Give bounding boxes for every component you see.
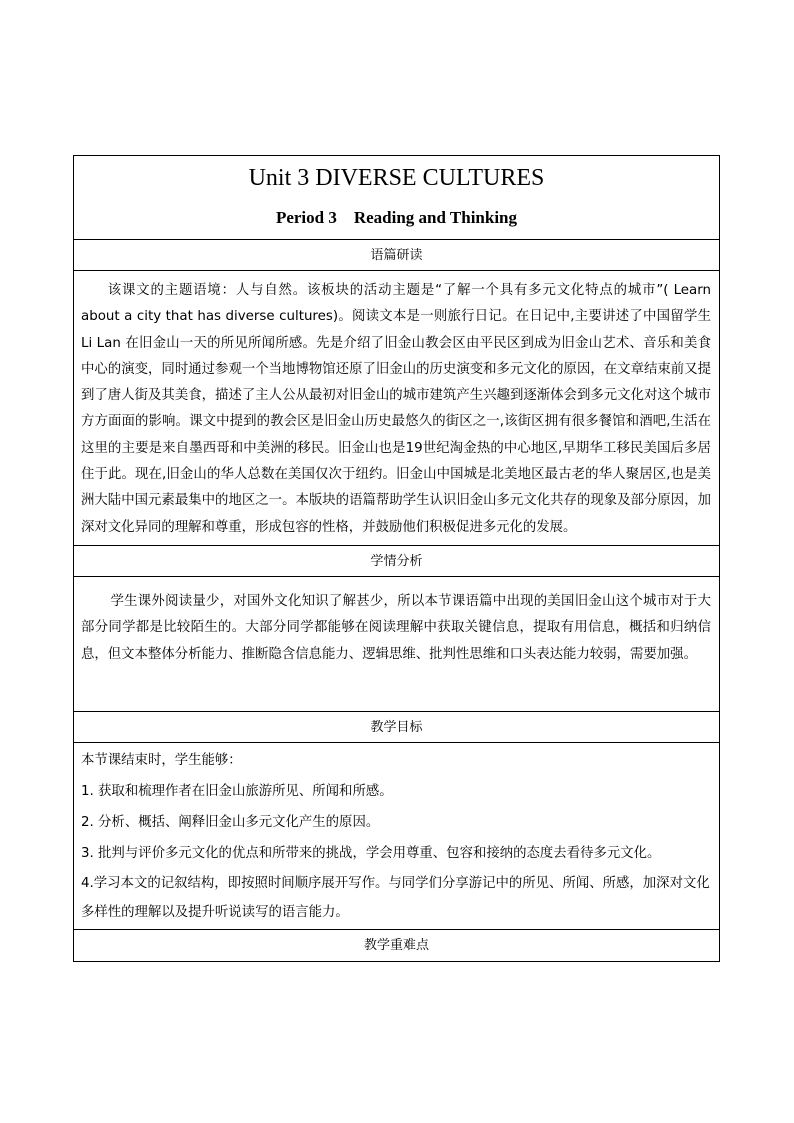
learner-analysis-body [74, 577, 719, 712]
lesson-plan-table [73, 155, 720, 962]
section-heading-learner-analysis: 学情分析 [74, 546, 719, 577]
objective-item-1: 1. 获取和梳理作者在旧金山旅游所见、所闻和所感。 [81, 783, 393, 799]
text-study-paragraph: 该课文的主题语境：人与自然。该板块的活动主题是“了解一个具有多元文化特点的城市”( Learn about a city that has diverse cultures)。阅读文本是一则旅行日记。在日记中,主要讲述了中国留学生 Li Lan 在旧金山一天的所见所闻所感。先是介绍了旧金山教会区由平民区到成为旧金山艺术、音乐和美食中心的演变，同时通过参观一个当地博物馆还原了旧金山的历史演变和多元文化的原因，在文章结束前又提到了唐人街及其美食，描述了主人公从最初对旧金山的城市建筑产生兴趣到逐渐体会到多元文化对这个城市方方面面的影响。课文中提到的教会区是旧金山历史最悠久的街区之一,该街区拥有很多餐馆和酒吧,生活在这里的主要是来自墨西哥和中美洲的移民。旧金山也是19世纪淘金热的中心地区,早期华工移民美国后多居住于此。现在,旧金山的华人总数在美国仅次于纽约。旧金山中国城是北美地区最古老的华人聚居区,也是美洲大陆中国元素最集中的地区之一。本版块的语篇帮助学生认识旧金山多元文化共存的现象及部分原因，加深对文化异同的理解和尊重，形成包容的性格，并鼓励他们积极促进多元化的发展。 [81, 283, 711, 535]
unit-title: Unit 3 DIVERSE CULTURES [248, 165, 545, 191]
section-heading-key-points: 教学重难点 [363, 937, 429, 953]
objective-item-2: 2. 分析、概括、阐释旧金山多元文化产生的原因。 [81, 814, 380, 830]
objective-item-4: 4.学习本文的记叙结构，即按照时间顺序展开写作。与同学们分享游记中的所见、所闻、所感，加深对文化多样性的理解以及提升听说读写的语言能力。 [81, 875, 710, 920]
learner-analysis-paragraph: 学生课外阅读量少，对国外文化知识了解甚少，所以本节课语篇中出现的美国旧金山这个城市对于大部分同学都是比较陌生的。大部分同学都能够在阅读理解中获取关键信息，提取有用信息，概括和归纳信息，但文本整体分析能力、推断隐含信息能力、逻辑思维、批判性思维和口头表达能力较弱，需要加强。 [81, 593, 711, 662]
objectives-body [74, 743, 719, 930]
text-study-body [74, 271, 719, 546]
title-block [74, 156, 719, 240]
section-heading-objectives: 教学目标 [74, 712, 719, 743]
section-heading-text-study: 语篇研读 [74, 240, 719, 271]
objective-item-3: 3. 批判与评价多元文化的优点和所带来的挑战，学会用尊重、包容和接纳的态度去看待多元文化。 [81, 845, 661, 861]
period-subtitle: Period 3 Reading and Thinking [275, 208, 518, 227]
objectives-intro: 本节课结束时，学生能够： [81, 752, 242, 768]
